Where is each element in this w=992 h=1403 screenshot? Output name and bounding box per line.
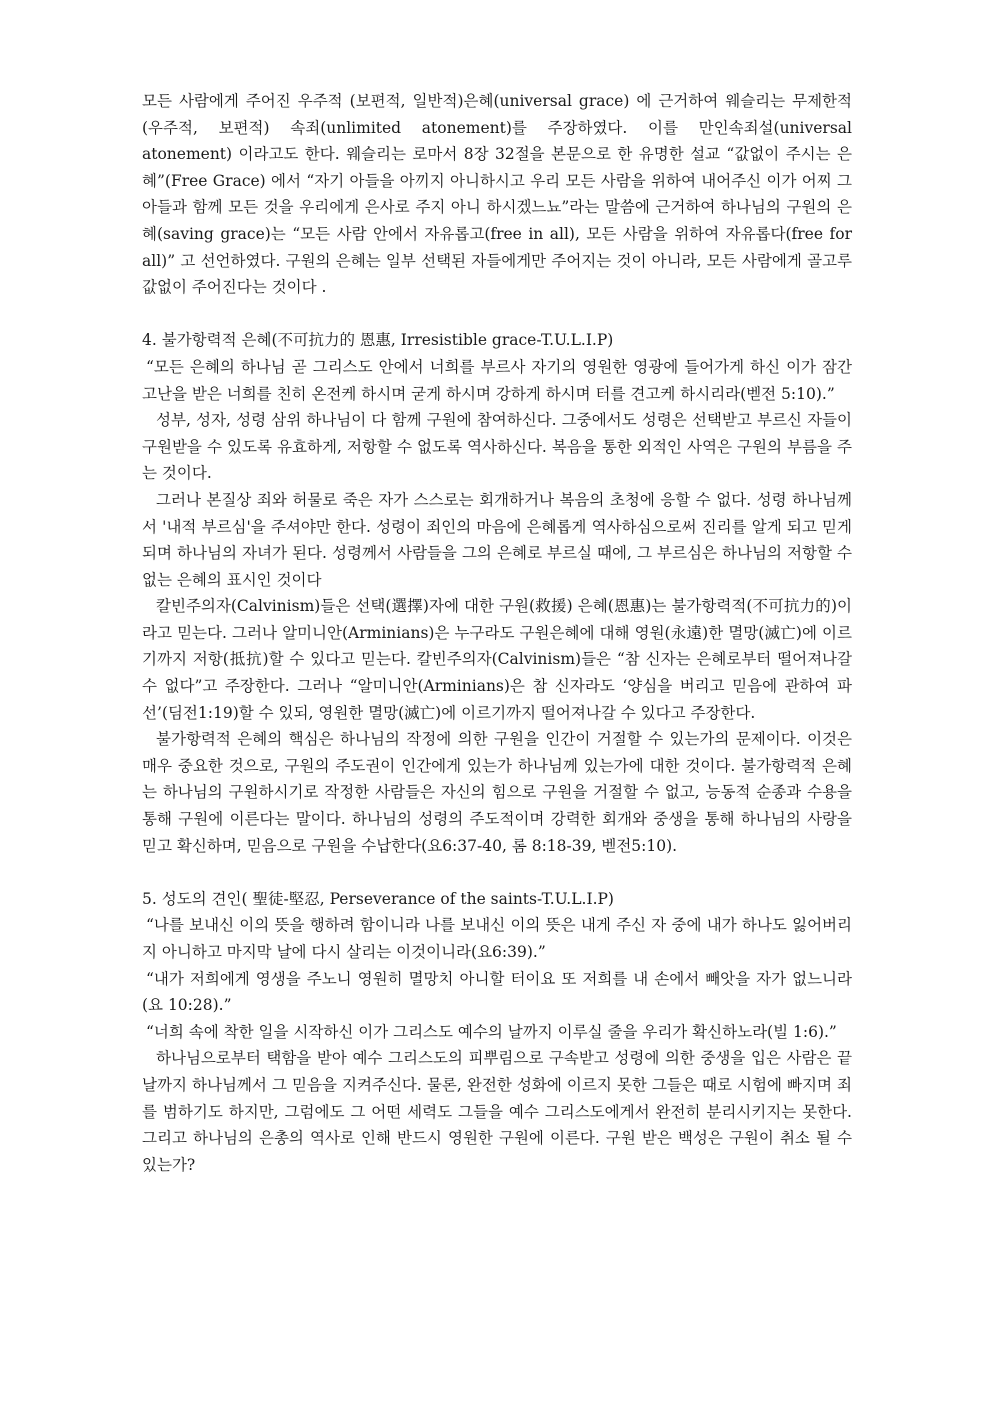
section-4-paragraph-4: 불가항력적 은혜의 핵심은 하나님의 작정에 의한 구원을 인간이 거절할 수 있는가의 문제이다. 이것은 매우 중요한 것으로, 구원의 주도권이 인간에게 있는가 하나님께 있는가에 대한 것이다. 불가항력적 은혜는 하나님의 구원하시기로 작정한 사람들은 자신의 힘으로 구원을 거절할 수 없고, 능동적 순종과 수용을 통해 구원에 이른다는 말이다. 하나님의 성령의 주도적이며 강력한 회개와 중생을 통해 하나님의 사랑을 믿고 확신하며, 믿음으로 구원을 수납한다(요6:37-40, 롬 8:18-39, 벧전5:10). xyxy=(142,730,852,855)
section-5-quote-3: “너희 속에 착한 일을 시작하신 이가 그리스도 예수의 날까지 이루실 줄을 우리가 확신하노라(빌 1:6).” xyxy=(146,1022,837,1041)
section-4-heading: 4. 불가항력적 은혜(不可抗力的 恩惠, Irresistible grace-T.U.L.I.P) xyxy=(142,331,614,350)
section-5-paragraph-1: 하나님으로부터 택함을 받아 예수 그리스도의 피뿌림으로 구속받고 성령에 의한 중생을 입은 사람은 끝날까지 하나님께서 그 믿음을 지켜주신다. 물론, 완전한 성화에 이르지 못한 그들은 때로 시험에 빠지며 죄를 범하기도 하지만, 그럼에도 그 어떤 세력도 그들을 예수 그리스도에게서 완전히 분리시키지는 못한다. 그리고 하나님의 은총의 역사로 인해 반드시 영원한 구원에 이른다. 구원 받은 백성은 구원이 취소 될 수 있는가? xyxy=(142,1049,852,1174)
section-4-paragraph-2: 그러나 본질상 죄와 허물로 죽은 자가 스스로는 회개하거나 복음의 초청에 응할 수 없다. 성령 하나님께서 '내적 부르심'을 주셔야만 한다. 성령이 죄인의 마음에 은혜롭게 역사하심으로써 진리를 알게 되고 믿게 되며 하나님의 자녀가 된다. 성령께서 사람들을 그의 은혜로 부르실 때에, 그 부르심은 하나님의 저항할 수 없는 은혜의 표시인 것이다 xyxy=(142,490,852,589)
section-5-heading: 5. 성도의 견인( 聖徒-堅忍, Perseverance of the saints-T.U.L.I.P) xyxy=(142,889,614,908)
section-4-quote: “모든 은혜의 하나님 곧 그리스도 안에서 너희를 부르사 자기의 영원한 영광에 들어가게 하신 이가 잠간 고난을 받은 너희를 친히 온전케 하시며 굳게 하시며 강하게 하시며 터를 견고케 하시리라(벧전 5:10).” xyxy=(142,357,852,403)
section-5-quote-2: “내가 저희에게 영생을 주노니 영원히 멸망치 아니할 터이요 또 저희를 내 손에서 빼앗을 자가 없느니라(요 10:28).” xyxy=(142,969,852,1015)
section-5-quote-1: “나를 보내신 이의 뜻을 행하려 함이니라 나를 보내신 이의 뜻은 내게 주신 자 중에 내가 하나도 잃어버리지 아니하고 마지막 날에 다시 살리는 이것이니라(요6:39).” xyxy=(142,916,852,961)
section-4-paragraph-3: 칼빈주의자(Calvinism)들은 선택(選擇)자에 대한 구원(救援) 은혜(恩惠)는 불가항력적(不可抗力的)이라고 믿는다. 그러나 알미니안(Arminians)은 누구라도 구원은혜에 대해 영원(永遠)한 멸망(滅亡)에 이르기까지 저항(抵抗)할 수 있다고 믿는다. 칼빈주의자(Calvinism)들은 “참 신자는 은혜로부터 떨어져나갈 수 없다”고 주장한다. 그러나 “알미니안(Arminians)은 참 신자라도 ‘양심을 버리고 믿음에 관하여 파선’(딤전1:19)할 수 있되, 영원한 멸망(滅亡)에 이르기까지 떨어져나갈 수 있다고 주장한다. xyxy=(142,597,852,722)
document-page xyxy=(142,88,852,1178)
intro-paragraph: 모든 사람에게 주어진 우주적 (보편적, 일반적)은혜(universal grace) 에 근거하여 웨슬리는 무제한적 (우주적, 보편적) 속죄(unlimited atonement)를 주장하였다. 이를 만인속죄설(universal atonement) 이라고도 한다. 웨슬리는 로마서 8장 32절을 본문으로 한 유명한 설교 “값없이 주시는 은혜”(Free Grace) 에서 “자기 아들을 아끼지 아니하시고 우리 모든 사람을 위하여 내어주신 이가 어찌 그 아들과 함께 모든 것을 우리에게 은사로 주지 아니 하시겠느뇨”라는 말씀에 근거하여 하나님의 구원의 은혜(saving grace)는 “모든 사람 안에서 자유롭고(free in all), 모든 사람을 위하여 자유롭다(free for all)” 고 선언하였다. 구원의 은혜는 일부 선택된 자들에게만 주어지는 것이 아니라, 모든 사람에게 골고루 값없이 주어진다는 것이다 . xyxy=(142,92,852,297)
section-4-paragraph-1: 성부, 성자, 성령 삼위 하나님이 다 함께 구원에 참여하신다. 그중에서도 성령은 선택받고 부르신 자들이 구원받을 수 있도록 유효하게, 저항할 수 없도록 역사하신다. 복음을 통한 외적인 사역은 구원의 부름을 주는 것이다. xyxy=(142,411,852,483)
